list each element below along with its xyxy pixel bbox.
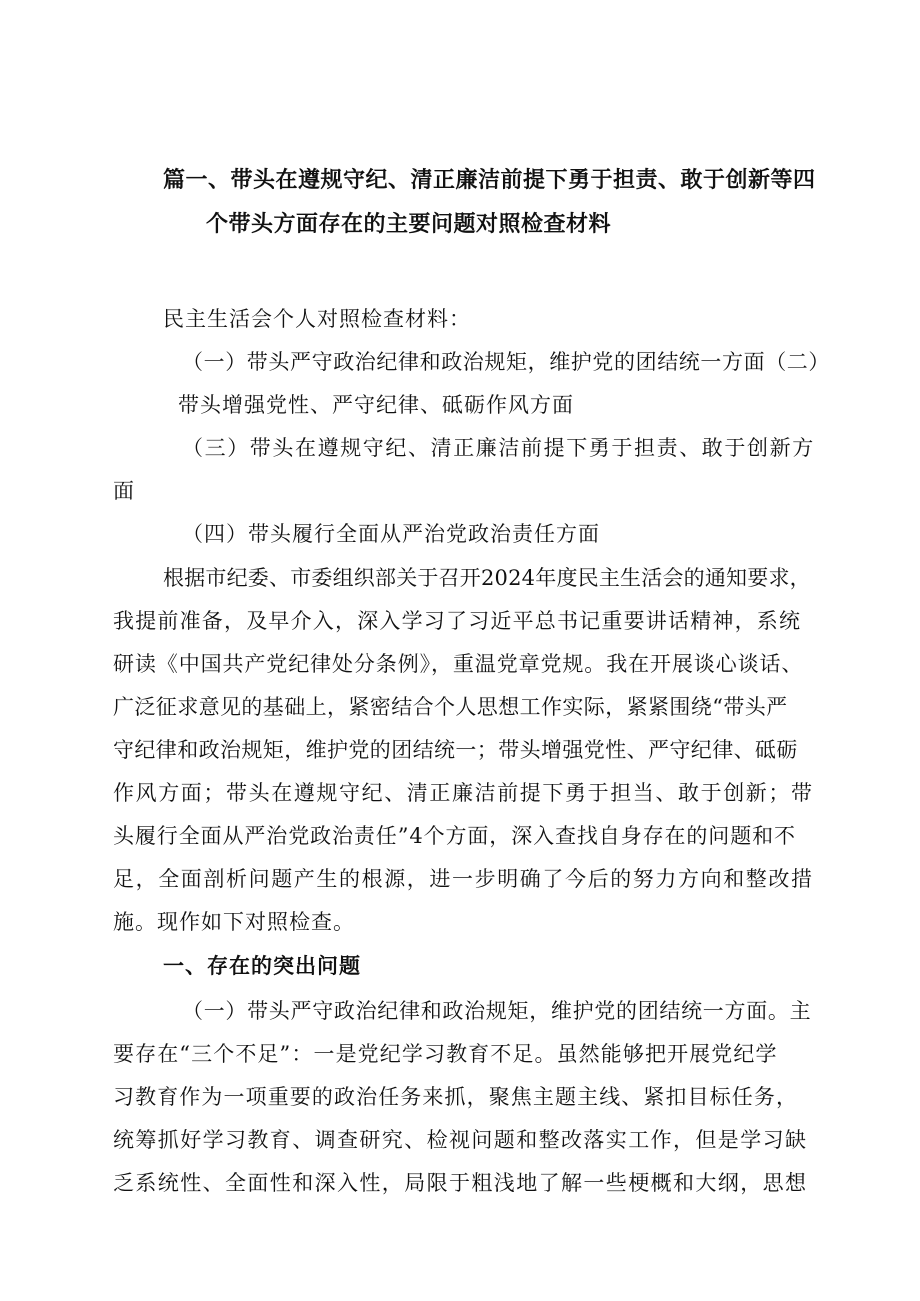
section-1-heading: 一、存在的突出问题 [163, 953, 361, 978]
intro-line-5: 守纪律和政治规矩，维护党的团结统一；带头增强党性、严守纪律、砥砺 [113, 738, 798, 762]
toc-line-3: （三）带头在遵规守纪、清正廉洁前提下勇于担责、敢于创新方 [182, 436, 815, 460]
intro-line-2: 我提前准备，及早介入，深入学习了习近平总书记重要讲话精神，系统 [113, 609, 802, 633]
section-1-line-5: 乏系统性、全面性和深入性，局限于粗浅地了解一些梗概和大纲，思想 [113, 1171, 808, 1195]
toc-line-2: 带头增强党性、严守纪律、砥砺作风方面 [178, 393, 574, 417]
section-1-line-4: 统筹抓好学习教育、调查研究、检视问题和整改落实工作，但是学习缺 [113, 1128, 808, 1152]
section-1-line-2: 要存在“三个不足”：一是党纪学习教育不足。虽然能够把开展党纪学 [113, 1042, 778, 1066]
document-title-line-1: 篇一、带头在遵规守纪、清正廉洁前提下勇于担责、敢于创新等四 [163, 167, 816, 193]
intro-line-9: 施。现作如下对照检查。 [113, 910, 355, 934]
intro-line-6: 作风方面；带头在遵规守纪、清正廉洁前提下勇于担当、敢于创新；带 [113, 781, 814, 805]
intro-line-4: 广泛征求意见的基础上，紧密结合个人思想工作实际，紧紧围绕“带头严 [113, 695, 788, 719]
intro-line-7: 头履行全面从严治党政治责任”4个方面，深入查找自身存在的问题和不 [113, 824, 796, 848]
document-subtitle: 民主生活会个人对照检查材料： [163, 307, 471, 331]
section-1-line-1: （一）带头严守政治纪律和政治规矩，维护党的团结统一方面。主 [182, 999, 812, 1023]
toc-line-4: 面 [113, 479, 135, 503]
intro-line-1: 根据市纪委、市委组织部关于召开2024年度民主生活会的通知要求， [163, 566, 811, 590]
intro-line-8: 足，全面剖析问题产生的根源，进一步明确了今后的努力方向和整改措 [113, 867, 814, 891]
toc-line-1: （一）带头严守政治纪律和政治规矩，维护党的团结统一方面（二） [182, 350, 830, 374]
intro-line-3: 研读《中国共产党纪律处分条例》，重温党章党规。我在开展谈心谈话、 [113, 652, 804, 676]
toc-line-5: （四）带头履行全面从严治党政治责任方面 [182, 522, 600, 546]
section-1-line-3: 习教育作为一项重要的政治任务来抓，聚焦主题主线、紧扣目标任务， [113, 1085, 799, 1109]
document-title-line-2: 个带头方面存在的主要问题对照检查材料 [206, 211, 612, 237]
